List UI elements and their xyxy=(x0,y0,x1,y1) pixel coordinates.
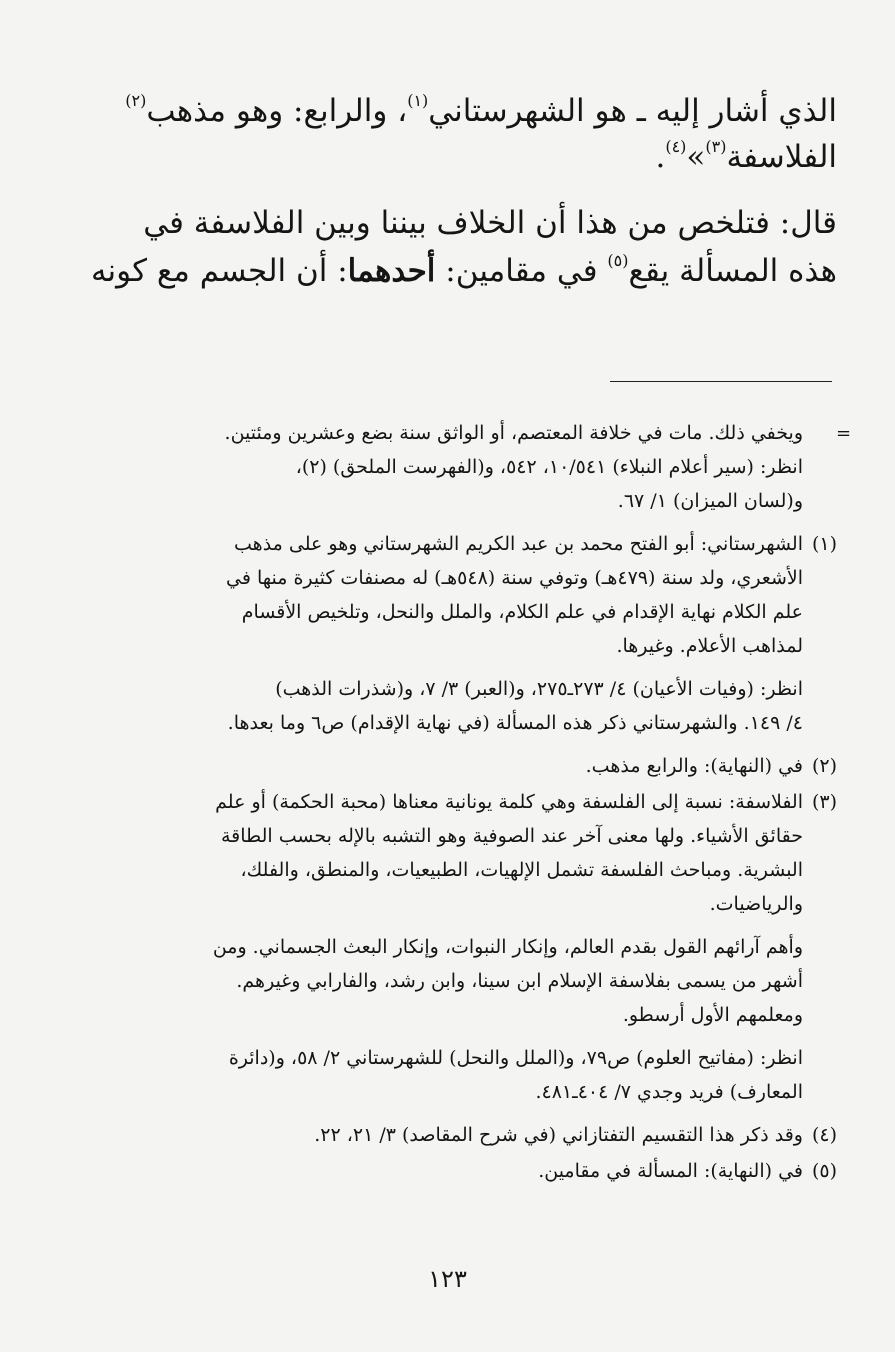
footnote-line: والرياضيات. xyxy=(709,893,803,915)
footnote-line: في (النهاية): والرابع مذهب. xyxy=(585,755,803,777)
footnote-line: البشرية. ومباحث الفلسفة تشمل الإلهيات، الطبيعيات، والمنطق، والفلك، xyxy=(240,859,803,881)
footnote-line: و(لسان الميزان) ١/ ٦٧. xyxy=(617,490,803,512)
footnote-separator xyxy=(610,381,832,382)
footnote-line: وقد ذكر هذا التقسيم التفتازاني (في شرح المقاصد) ٣/ ٢١، ٢٢. xyxy=(314,1124,803,1146)
footnote-line: وأهم آرائهم القول بقدم العالم، وإنكار النبوات، وإنكار البعث الجسماني. ومن xyxy=(212,936,803,958)
footnote-number-2: (٢) xyxy=(811,755,837,777)
footnote-line: علم الكلام نهاية الإقدام في علم الكلام، والملل والنحل، وتلخيص الأقسام xyxy=(241,601,803,623)
footnote-line: ومعلمهم الأول أرسطو. xyxy=(622,1004,803,1026)
footnote-line: انظر: (سير أعلام النبلاء) ١٠/٥٤١، ٥٤٢، و(الفهرست الملحق) (٢)، xyxy=(295,456,803,478)
footnote-ref-2: (٢) xyxy=(125,90,147,110)
text-run: هذه المسألة يقع xyxy=(628,253,837,289)
bold-term: أحدهما xyxy=(347,253,436,289)
continuation-marker: = xyxy=(836,423,852,444)
footnote-ref-1: (١) xyxy=(407,90,429,110)
footnote-line: الشهرستاني: أبو الفتح محمد بن عبد الكريم الشهرستاني وهو على مذهب xyxy=(234,533,803,555)
footnote-number-5: (٥) xyxy=(811,1160,837,1182)
footnote-line: ٤/ ١٤٩. والشهرستاني ذكر هذه المسألة (في نهاية الإقدام) ص٦ وما بعدها. xyxy=(227,712,803,734)
footnote-ref-5: (٥) xyxy=(607,250,629,270)
text-run: الذي أشار إليه ـ هو الشهرستاني xyxy=(428,93,837,129)
text-run: : أن الجسم مع كونه xyxy=(90,253,348,289)
footnote-number-1: (١) xyxy=(811,533,837,555)
footnote-line: حقائق الأشياء. ولها معنى آخر عند الصوفية وهو التشبه بالإله بحسب الطاقة xyxy=(220,825,803,847)
footnote-line: المعارف) فريد وجدي ٧/ ٤٠٤ـ٤٨١. xyxy=(535,1081,803,1103)
footnote-number-4: (٤) xyxy=(811,1124,837,1146)
footnote-ref-4: (٤) xyxy=(665,136,687,156)
footnote-ref-3: (٣) xyxy=(705,136,727,156)
text-run: الفلاسفة xyxy=(726,139,837,175)
footnote-line: في (النهاية): المسألة في مقامين. xyxy=(538,1160,803,1182)
main-text-line-4 xyxy=(90,244,837,298)
footnote-line: لمذاهب الأعلام. وغيرها. xyxy=(616,635,803,657)
text-run: في مقامين: xyxy=(435,253,608,289)
footnote-number-3: (٣) xyxy=(811,791,837,813)
footnote-line: أشهر من يسمى بفلاسفة الإسلام ابن سينا، وابن رشد، والفارابي وغيرهم. xyxy=(236,970,803,992)
footnote-line: الفلاسفة: نسبة إلى الفلسفة وهي كلمة يونانية معناها (محبة الحكمة) أو علم xyxy=(215,791,803,813)
footnote-line: الأشعري، ولد سنة (٤٧٩هـ) وتوفي سنة (٥٤٨هـ) له مصنفات كثيرة منها في xyxy=(225,567,803,589)
footnote-line: ويخفي ذلك. مات في خلافة المعتصم، أو الواثق سنة بضع وعشرين ومئتين. xyxy=(224,422,803,444)
page-number: ١٢٣ xyxy=(428,1265,467,1293)
text-run: ، والرابع: وهو مذهب xyxy=(146,93,408,129)
footnote-line: انظر: (مفاتيح العلوم) ص٧٩، و(الملل والنحل) للشهرستاني ٢/ ٥٨، و(دائرة xyxy=(228,1047,803,1069)
text-run: . xyxy=(655,139,666,175)
main-text-line-3 xyxy=(143,196,837,250)
text-run: قال: فتلخص من هذا أن الخلاف بيننا وبين الفلاسفة في xyxy=(143,205,837,241)
main-text-line-2 xyxy=(147,130,837,184)
footnote-line: انظر: (وفيات الأعيان) ٤/ ٢٧٣ـ٢٧٥، و(العبر) ٣/ ٧، و(شذرات الذهب) xyxy=(275,678,803,700)
text-run: » xyxy=(686,139,706,175)
